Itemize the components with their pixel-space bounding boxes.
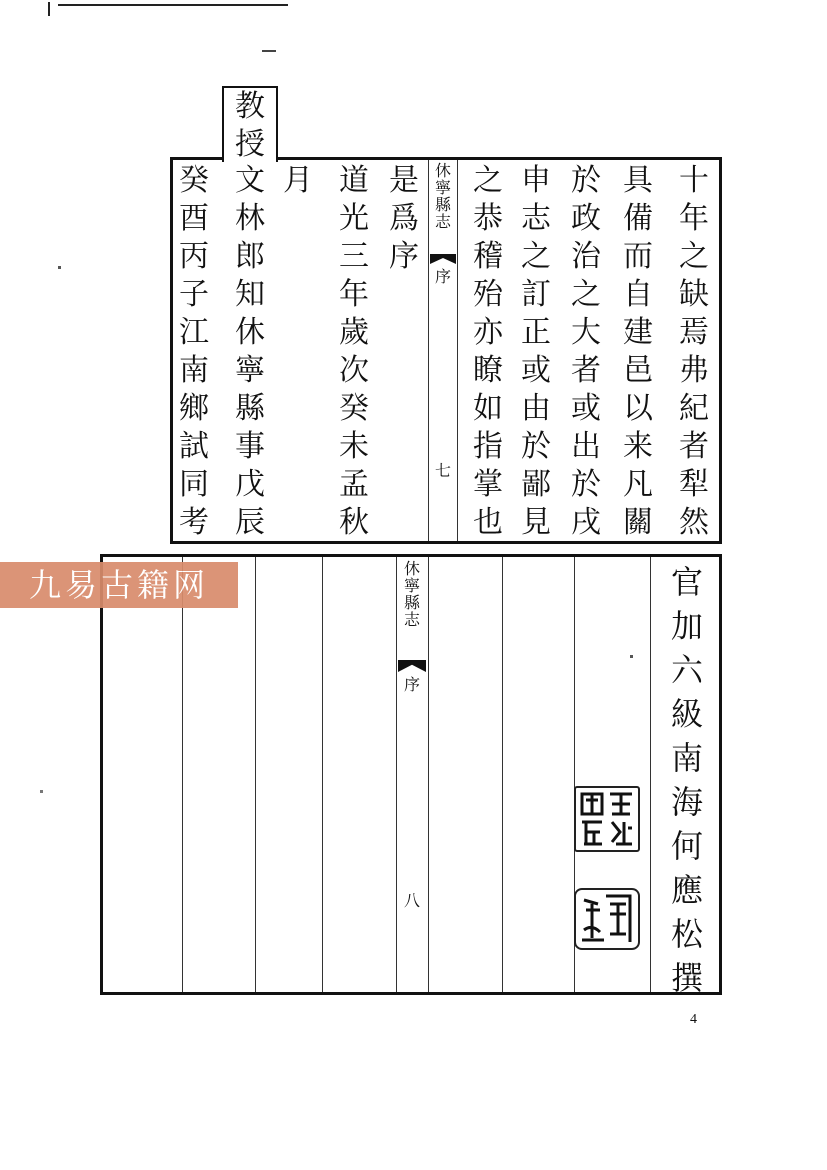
column-divider xyxy=(428,557,429,992)
column-divider xyxy=(255,557,256,992)
gutter-page-number: 七 xyxy=(434,461,451,480)
gutter-title: 休 寧 縣 志 xyxy=(403,559,420,629)
text-column-9: 文 林 郎 知 休 寧 縣 事 戊 辰 xyxy=(235,163,265,540)
gutter-page-number: 八 xyxy=(403,891,420,910)
author-column: 官 加 六 級 南 海 何 應 松 撰 xyxy=(670,563,703,997)
text-column-5: 之 恭 稽 殆 亦 瞭 如 指 掌 也 xyxy=(473,163,503,540)
seal-style-name-graphic xyxy=(576,890,638,948)
scan-speck xyxy=(40,790,43,793)
seal-style-name xyxy=(574,888,640,950)
seal-name xyxy=(574,786,640,852)
scan-speck xyxy=(58,266,61,269)
text-column-8: 月 xyxy=(283,163,313,198)
column-divider xyxy=(650,557,651,992)
gutter-section: 序 xyxy=(434,267,451,286)
page-number: 4 xyxy=(690,1012,697,1027)
text-column-7: 道 光 三 年 歲 次 癸 未 孟 秋 xyxy=(339,163,369,540)
gutter-title: 休 寧 縣 志 xyxy=(434,161,451,231)
text-column-10: 癸 酉 丙 子 江 南 鄉 試 同 考 xyxy=(179,163,209,540)
scan-mark xyxy=(58,4,288,6)
watermark-banner: 九易古籍网 xyxy=(0,562,238,608)
column-divider xyxy=(396,557,397,992)
text-column-6: 是 爲 序 xyxy=(389,163,419,274)
column-divider xyxy=(502,557,503,992)
seal-name-graphic xyxy=(576,788,638,850)
text-column-2: 具 備 而 自 建 邑 以 来 凡 關 xyxy=(623,163,653,540)
text-column-3: 於 政 治 之 大 者 或 出 於 戌 xyxy=(571,163,601,540)
column-divider xyxy=(457,160,458,541)
scan-mark xyxy=(262,50,276,52)
column-divider xyxy=(428,160,429,541)
scan-mark xyxy=(48,2,58,16)
text-column-1: 十 年 之 缺 焉 弗 紀 者 犁 然 xyxy=(679,163,709,540)
tab-label: 教 授 xyxy=(235,89,265,162)
gutter-section: 序 xyxy=(403,675,420,694)
scan-speck xyxy=(630,655,633,658)
text-column-4: 申 志 之 訂 正 或 由 於 鄙 見 xyxy=(521,163,551,540)
column-divider xyxy=(322,557,323,992)
column-divider xyxy=(182,557,183,992)
